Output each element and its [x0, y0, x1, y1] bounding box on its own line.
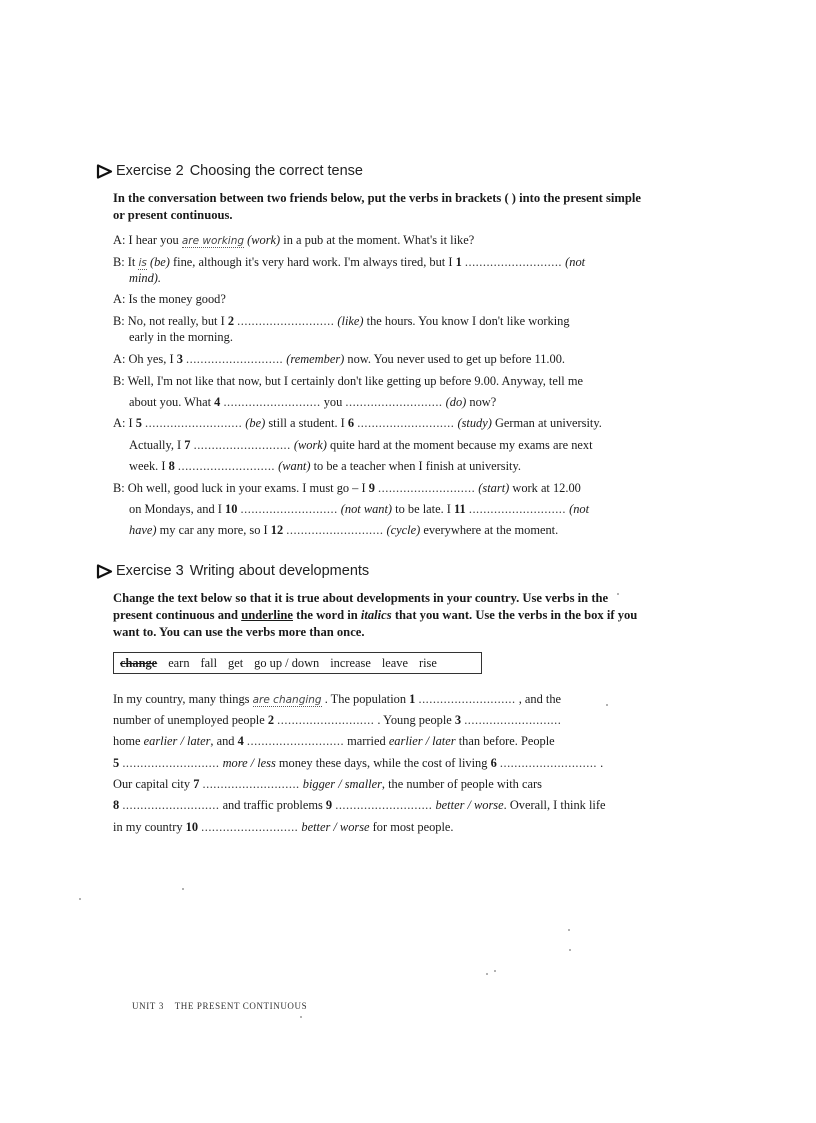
answer-gap: ...........................	[122, 756, 220, 770]
exercise-3-instruction: Change the text below so that it is true about developments in your country. Use verbs in the present continuous and underline the word in italics that you want. Use the verbs in the box if you want to. You can use the verbs more than once.	[113, 591, 638, 639]
verb-box-word: earn	[168, 655, 190, 670]
dialogue-line-6b: about you. What 4 ........................... you ........................... (do) now?	[129, 395, 497, 409]
dialogue-line-8c: have) my car any more, so I 12 ........................... (cycle) everywhere at the moment.	[129, 523, 559, 537]
answer-gap: ...........................	[286, 523, 384, 537]
scan-speck	[79, 898, 81, 900]
answer-gap: ...........................	[122, 798, 220, 812]
verb-box-word: get	[228, 655, 244, 670]
answer-gap: ...........................	[145, 416, 243, 430]
dialogue-line-2: B: It is (be) fine, although it's very hard work. I'm always tired, but I 1 ........................... (not	[113, 255, 586, 269]
dialogue-line-7b: Actually, I 7 ........................... (work) quite hard at the moment because my exams are next	[129, 438, 593, 452]
answer-gap: ...........................	[237, 314, 335, 328]
dialogue-line-8: B: Oh well, good luck in your exams. I must go – I 9 ........................... (start) work at 12.00	[113, 481, 581, 495]
verb-box-word: change	[120, 655, 158, 670]
answer-gap: ...........................	[357, 416, 455, 430]
text-line-7: in my country 10 ........................... better / worse for most people.	[113, 820, 454, 834]
answer-gap: ...........................	[202, 777, 300, 791]
answer-gap: ...........................	[193, 438, 291, 452]
answer-gap: ...........................	[345, 395, 443, 409]
answer-gap: ...........................	[186, 352, 284, 366]
answer-gap: ...........................	[378, 481, 476, 495]
dialogue-line-5: A: Oh yes, I 3 ........................... (remember) now. You never used to get up before 11.00.	[113, 352, 565, 366]
answer-gap: ...........................	[177, 459, 276, 473]
dialogue-line-2b: mind).	[129, 271, 162, 285]
exercise-3-title: Writing about developments	[189, 563, 370, 579]
exercise-2-label: Exercise	[116, 163, 172, 179]
footer-unit-number: 3	[158, 1001, 165, 1011]
text-line-3: home earlier / later, and 4 ........................... married earlier / later than before. People	[113, 734, 555, 748]
exercise-arrow-icon	[96, 564, 113, 579]
exercise-3-number: 3	[175, 563, 184, 579]
scan-speck	[569, 949, 571, 951]
exercise-3-heading	[96, 563, 369, 579]
dialogue-line-6: B: Well, I'm not like that now, but I certainly don't like getting up before 9.00. Anyway, tell me	[113, 374, 583, 388]
exercise-2-number: 2	[175, 163, 184, 179]
answer-gap: ...........................	[464, 255, 563, 269]
scan-speck	[606, 704, 608, 706]
exercise-2-instruction: In the conversation between two friends below, put the verbs in brackets ( ) into the present simple or present continuous.	[113, 191, 641, 222]
dialogue-line-7c: week. I 8 ........................... (want) to be a teacher when I finish at university.	[129, 459, 521, 473]
text-line-1: In my country, many things are changing . The population 1 ........................... , and the	[113, 692, 562, 706]
answer-gap: ...........................	[240, 502, 338, 516]
dialogue-line-4: B: No, not really, but I 2 ........................... (like) the hours. You know I don't like working	[113, 314, 570, 328]
dialogue-line-1: A: I hear you are working (work) in a pub at the moment. What's it like?	[113, 233, 475, 247]
answer-gap: ...........................	[201, 820, 299, 834]
text-line-5: Our capital city 7 ........................... bigger / smaller, the number of people with cars	[113, 777, 542, 791]
answer-gap: ...........................	[468, 502, 566, 516]
example-answer: are working	[181, 235, 245, 247]
answer-gap: ...........................	[418, 692, 516, 706]
verb-box-word: rise	[418, 655, 437, 670]
verb-box-word: go up / down	[254, 655, 320, 670]
answer-gap: ...........................	[464, 713, 562, 727]
exercise-3-label: Exercise	[116, 563, 172, 579]
text-line-2: number of unemployed people 2 ........................... . Young people 3 ...........................	[113, 713, 562, 727]
verb-box-word: increase	[330, 655, 371, 670]
answer-gap: ...........................	[223, 395, 321, 409]
exercise-2-heading	[96, 163, 363, 179]
footer-unit-label: UNIT	[132, 1001, 156, 1011]
answer-gap: ...........................	[246, 734, 345, 748]
exercise-2-title: Choosing the correct tense	[189, 163, 363, 179]
dialogue-line-8b: on Mondays, and I 10 ........................... (not want) to be late. I 11 ........................... (not	[129, 502, 590, 516]
verb-box-word: fall	[200, 655, 218, 670]
scan-speck	[617, 593, 619, 595]
scan-speck	[300, 1016, 302, 1018]
dialogue-line-3: A: Is the money good?	[113, 292, 226, 306]
scan-speck	[182, 888, 184, 890]
exercise-arrow-icon	[96, 164, 113, 179]
answer-gap: ...........................	[335, 798, 433, 812]
footer-title: THE PRESENT CONTINUOUS	[174, 1001, 308, 1011]
example-answer-2: is	[138, 257, 147, 269]
text-line-4: 5 ........................... more / less money these days, while the cost of living 6 ........................... .	[113, 756, 604, 770]
page-footer	[132, 1001, 307, 1011]
verb-box-word: leave	[381, 655, 408, 670]
scan-speck	[486, 973, 488, 975]
verb-box	[113, 652, 482, 674]
answer-gap: ...........................	[277, 713, 375, 727]
scan-speck	[568, 929, 570, 931]
dialogue-line-7: A: I 5 ........................... (be) still a student. I 6 ........................... (study) German at university.	[113, 416, 602, 430]
dialogue-line-4b: early in the morning.	[129, 330, 233, 344]
scan-speck	[494, 970, 496, 972]
example-answer-3: are changing	[252, 694, 322, 706]
answer-gap: ...........................	[499, 756, 598, 770]
text-line-6: 8 ........................... and traffic problems 9 ........................... better / worse. Overall, I think life	[113, 798, 606, 812]
